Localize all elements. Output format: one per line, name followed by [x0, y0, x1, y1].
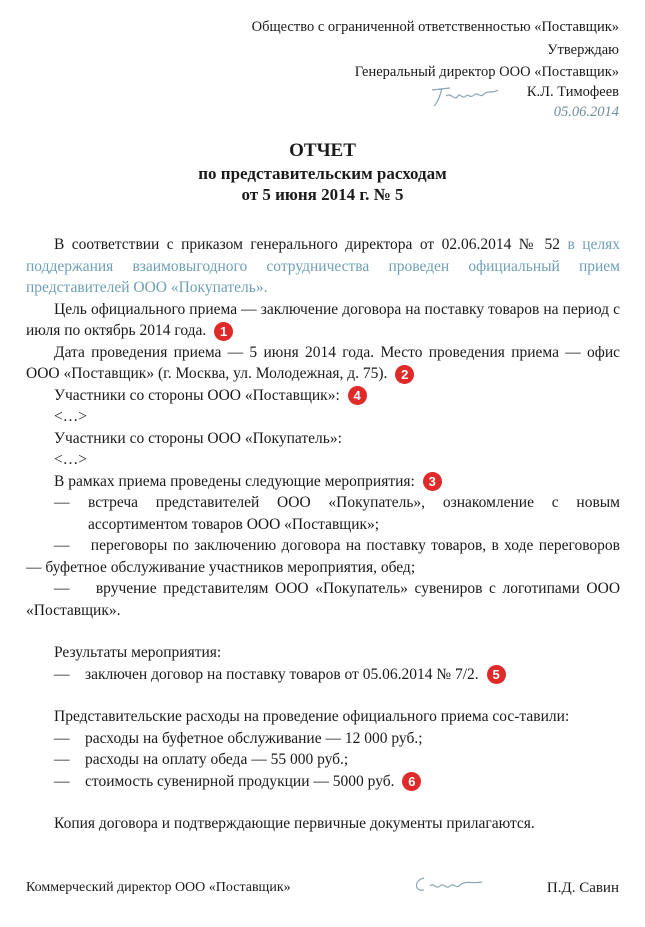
document-title: ОТЧЕТ — [289, 140, 356, 161]
date-place-paragraph — [26, 342, 620, 385]
expense-item: — расходы на оплату обеда — 55 000 руб.; — [54, 751, 349, 768]
approval-label: Утверждаю — [547, 42, 619, 58]
event-item-3: — вручение представителям ООО «Покупатель» сувениров с логотипами ООО «Поставщик». — [26, 580, 621, 619]
participants-supplier-text: Участники со стороны ООО «Поставщик»: — [54, 386, 340, 404]
participants-buyer-list: <…> — [54, 451, 87, 468]
events-intro-text: В рамках приема проведены следующие мероприятия: — [54, 472, 415, 490]
events-intro — [26, 471, 620, 493]
result-item: — заключен договор на поставку товаров от 05.06.2014 № 7/2. 5 — [26, 664, 620, 686]
event-item: — встреча представителей ООО «Покупатель», ознакомление с новым ассортиментом товаров ООО «Поставщик»; — [54, 494, 620, 533]
intro-highlight: в целях поддержания взаимовыгодного сотрудничества проведен официальный прием представителей ООО «Покупатель». — [26, 236, 621, 296]
document-subtitle: по представительским расходам — [198, 164, 447, 183]
commercial-director-name: П.Д. Савин — [546, 880, 619, 896]
director-title: Генеральный директор ООО «Поставщик» — [354, 64, 619, 80]
expense-item: — расходы на буфетное обслуживание — 12 000 руб.; — [54, 729, 423, 747]
organization-name: Общество с ограниченной ответственностью «Поставщик» — [251, 19, 619, 35]
goal-paragraph — [26, 299, 620, 342]
expense-item: — стоимость сувенирной продукции — 5000 руб. 6 — [26, 771, 620, 793]
document-number-line: от 5 июня 2014 г. № 5 — [241, 185, 404, 204]
goal-text: Цель официального приема — заключение договора на поставку товаров на период с июля по октябрь 2014 года. — [26, 300, 620, 339]
participants-supplier-list: <…> — [54, 408, 87, 425]
date-place-text: Дата проведения приема — 5 июня 2014 года. Место проведения приема — офис ООО «Поставщик» (г. Москва, ул. Молодежная, д. 75). — [26, 343, 620, 382]
marker-badge-5: 5 — [487, 665, 506, 684]
director-signature — [428, 80, 508, 110]
approval-date: 05.06.2014 — [553, 104, 619, 120]
closing-paragraph: Копия договора и подтверждающие первичные документы прилагаются. — [54, 815, 535, 832]
participants-supplier — [26, 385, 620, 407]
intro-text: В соответствии с приказом генерального директора от 02.06.2014 № 52 — [54, 236, 561, 253]
marker-badge-3: 3 — [423, 472, 442, 491]
commercial-director-title: Коммерческий директор ООО «Поставщик» — [26, 880, 291, 895]
expenses-intro: Представительские расходы на проведение официального приема сос-тавили: — [54, 708, 570, 725]
commercial-director-signature — [410, 870, 490, 898]
director-name: К.Л. Тимофеев — [526, 84, 619, 100]
report-body — [26, 234, 620, 835]
results-title: Результаты мероприятия: — [54, 644, 222, 661]
marker-badge-2: 2 — [395, 365, 414, 384]
marker-badge-6: 6 — [402, 772, 421, 791]
marker-badge-4: 4 — [348, 386, 367, 405]
marker-badge-1: 1 — [214, 322, 233, 341]
event-item-2: — переговоры по заключению договора на поставку товаров, в ходе переговоров — буфетное обслуживание участников мероприятия, обед; — [26, 537, 621, 576]
participants-buyer: Участники со стороны ООО «Покупатель»: — [54, 429, 342, 447]
intro-paragraph — [26, 234, 620, 299]
